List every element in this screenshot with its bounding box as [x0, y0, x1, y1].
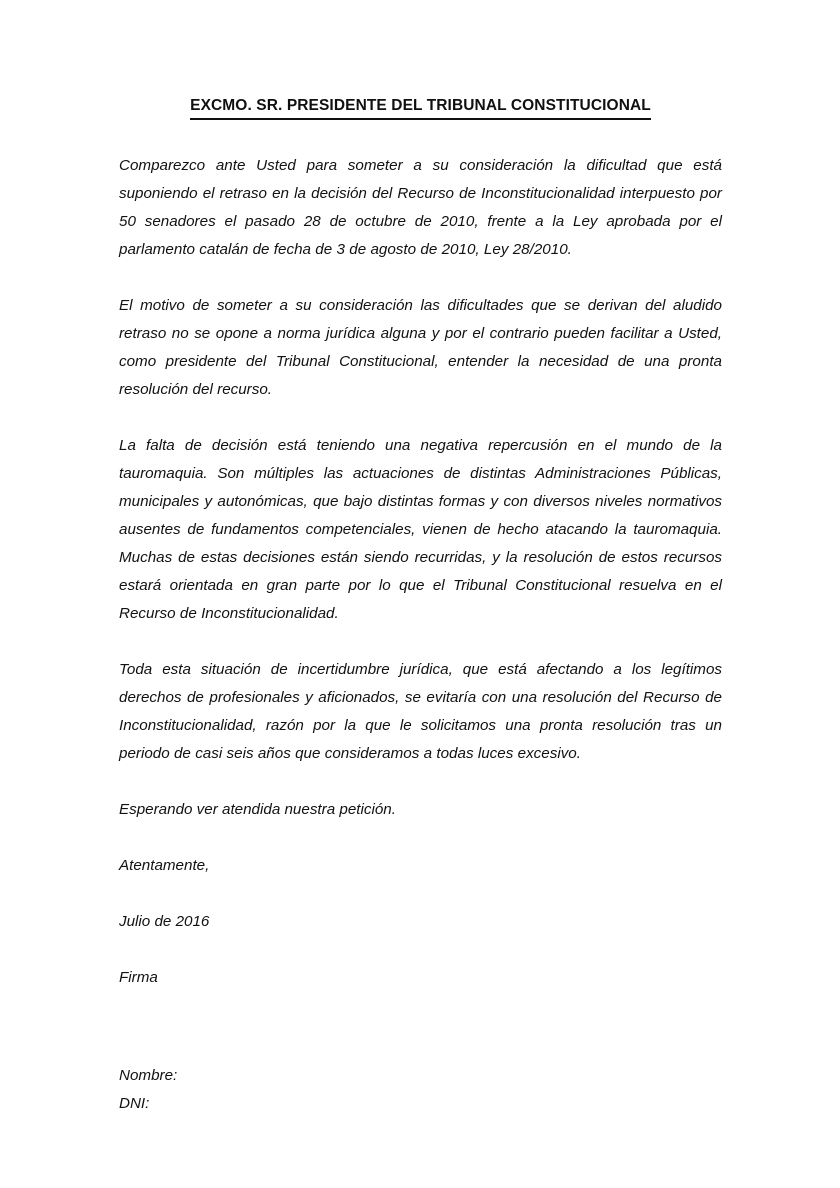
closing-line: Esperando ver atendida nuestra petición.	[119, 801, 396, 818]
date-line: Julio de 2016	[119, 913, 210, 930]
paragraph-4: Toda esta situación de incertidumbre jurídica, que está afectando a los legítimos derechos de profesionales y aficionados, se evitaría con una resolución del Recurso de Inconstitucionalidad, razón por la que le solicitamos una pronta resolución tras un periodo de casi seis años que consideramos a todas luces excesivo.	[119, 661, 722, 762]
dni-field-label: DNI:	[119, 1095, 150, 1112]
salutation-line: Atentamente,	[119, 857, 210, 874]
name-field-label: Nombre:	[119, 1067, 178, 1084]
document-body	[119, 152, 722, 1118]
paragraph-3: La falta de decisión está teniendo una negativa repercusión en el mundo de la tauromaquia. Son múltiples las actuaciones de distintas Administraciones Públicas, municipales y autonómicas, que bajo distintas formas y con diversos niveles normativos ausentes de fundamentos competenciales, vienen de hecho atacando la tauromaquia. Muchas de estas decisiones están siendo recurridas, y la resolución de estos recursos estará orientada en gran parte por lo que el Tribunal Constitucional resuelva en el Recurso de Inconstitucionalidad.	[119, 437, 722, 622]
paragraph-1: Comparezco ante Usted para someter a su consideración la dificultad que está suponiendo el retraso en la decisión del Recurso de Inconstitucionalidad interpuesto por 50 senadores el pasado 28 de octubre de 2010, frente a la Ley aprobada por el parlamento catalán de fecha de 3 de agosto de 2010, Ley 28/2010.	[119, 157, 722, 258]
page-title-text: EXCMO. SR. PRESIDENTE DEL TRIBUNAL CONSTITUCIONAL	[190, 95, 651, 120]
signatory-details	[119, 1062, 722, 1118]
paragraph-2: El motivo de someter a su consideración las dificultades que se derivan del aludido retraso no se opone a norma jurídica alguna y por el contrario pueden facilitar a Usted, como presidente del Tribunal Constitucional, entender la necesidad de una pronta resolución del recurso.	[119, 297, 722, 398]
page-title	[119, 95, 722, 120]
signature-label: Firma	[119, 969, 158, 986]
